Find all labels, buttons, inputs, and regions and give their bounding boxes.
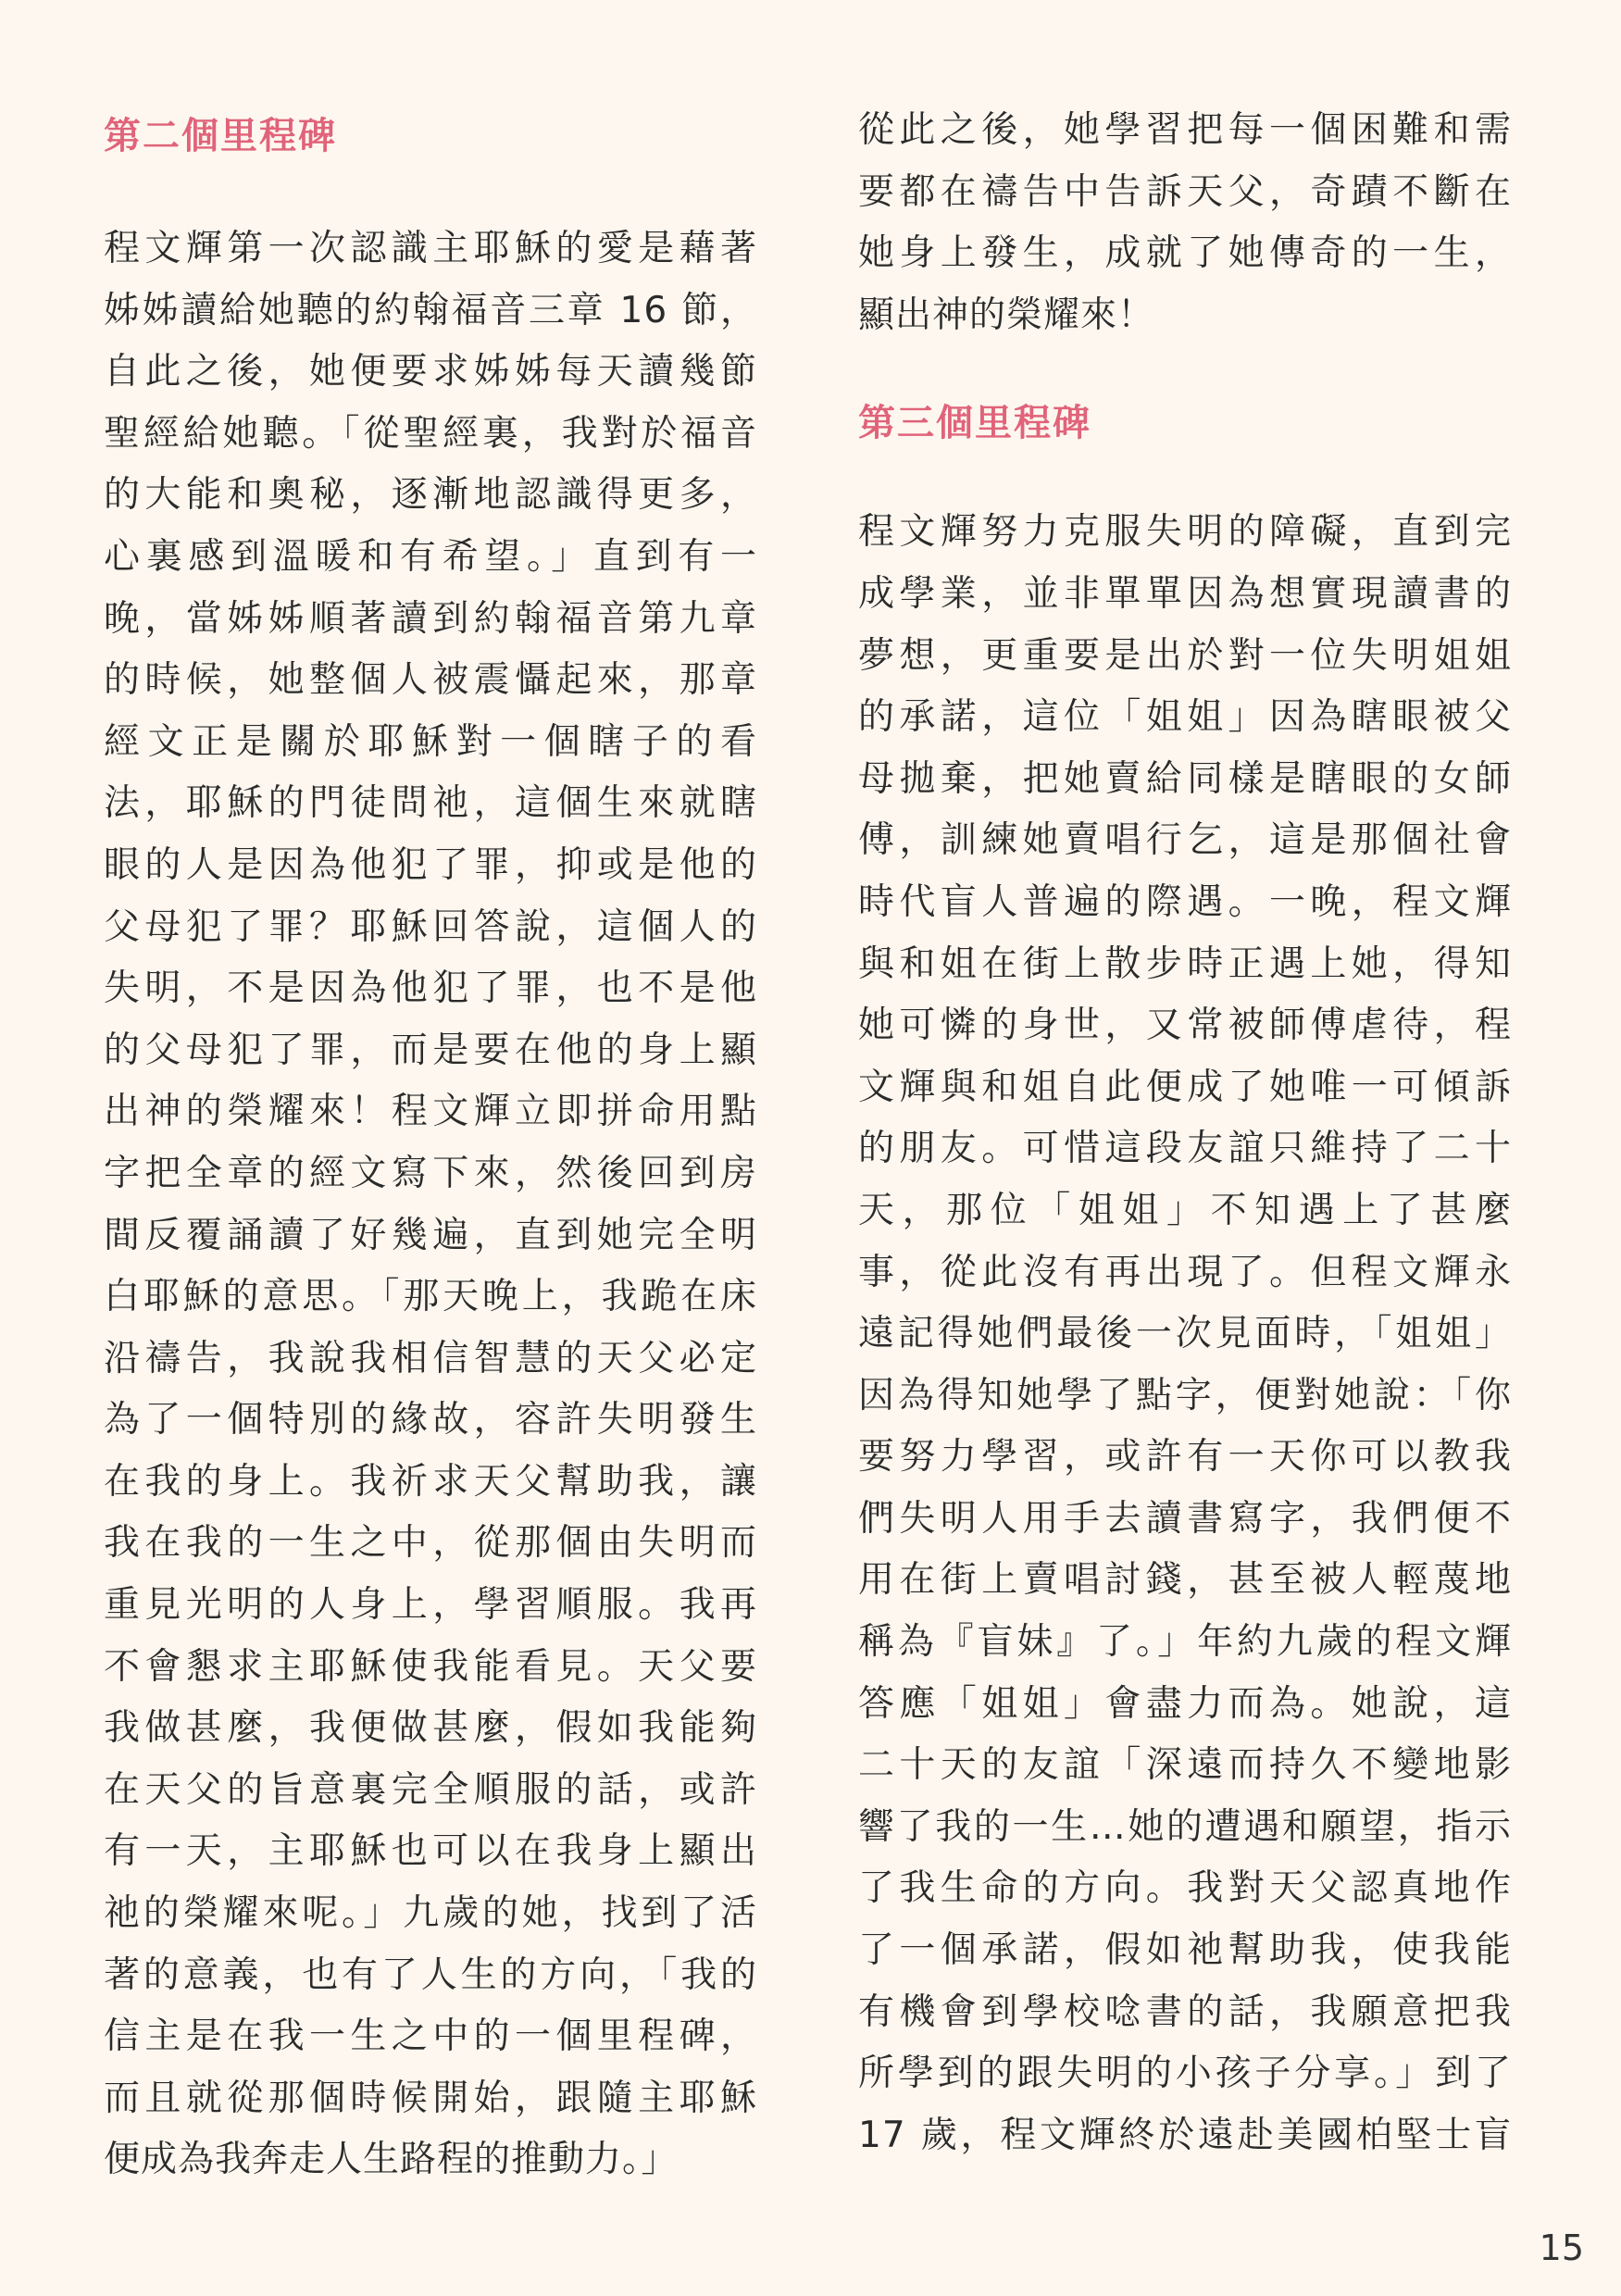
page-number: 15 [1539,2227,1584,2268]
text-line: 失明，不是因為他犯了罪，也不是他 [104,967,757,1010]
text-line: 白耶穌的意思。「那天晚上，我跪在床 [104,1276,757,1318]
text-line: 程文輝努力克服失明的障礙，直到完 [858,511,1512,554]
text-line: 而且就從那個時候開始，跟隨主耶穌 [104,2077,757,2119]
text-line: 間反覆誦讀了好幾遍，直到她完全明 [104,1214,757,1256]
text-line: 字把全章的經文寫下來，然後回到房 [104,1152,757,1194]
text-line: 她身上發生，成就了她傳奇的一生， [858,232,1512,275]
text-line: 有一天，主耶穌也可以在我身上顯出 [104,1830,757,1873]
text-line: 我做甚麼，我便做甚麼，假如我能夠 [104,1707,757,1750]
text-line: 夢想，更重要是出於對一位失明姐姐 [858,634,1512,677]
left-column [104,100,757,2191]
text-line: 程文輝第一次認識主耶穌的愛是藉著 [104,228,757,269]
text-line: 我在我的一生之中，從那個由失明而 [104,1522,757,1565]
left-body [104,218,757,2191]
text-line: 從此之後，她學習把每一個困難和需 [858,109,1512,151]
text-line: 姊姊讀給她聽的約翰福音三章 16 節， [104,289,757,331]
text-line: 為了一個特別的緣故，容許失明發生 [104,1399,757,1441]
text-line: 便成為我奔走人生路程的推動力。」 [104,2139,679,2181]
section-heading-third-milestone: 第三個里程碑 [858,402,1091,445]
text-line: 顯出神的榮耀來！ [858,293,1155,336]
text-line: 經文正是關於耶穌對一個瞎子的看 [104,720,757,763]
text-line: 的大能和奧秘，逐漸地認識得更多， [104,474,757,517]
text-line: 天，那位「姐姐」不知遇上了甚麼 [858,1189,1512,1231]
text-line: 祂的榮耀來呢。」九歲的她，找到了活 [104,1892,757,1935]
text-line: 父母犯了罪？耶穌回答說，這個人的 [104,905,757,948]
text-line: 與和姐在街上散步時正遇上她，得知 [858,942,1512,985]
text-line: 的時候，她整個人被震懾起來，那章 [104,659,757,702]
text-line: 在我的身上。我祈求天父幫助我，讓 [104,1460,757,1503]
text-line: 重見光明的人身上，學習順服。我再 [104,1584,757,1627]
text-line: 著的意義，也有了人生的方向，「我的 [104,1953,757,1996]
text-line: 自此之後，她便要求姊姊每天讀幾節 [104,351,757,393]
text-line: 不會懇求主耶穌使我能看見。天父要 [104,1645,757,1688]
text-line: 事，從此沒有再出現了。但程文輝永 [858,1251,1512,1293]
text-line: 信主是在我一生之中的一個里程碑， [104,2015,757,2058]
text-line: 文輝與和姐自此便成了她唯一可傾訴 [858,1066,1512,1108]
section-heading-second-milestone: 第二個里程碑 [104,115,337,157]
text-line: 了一個承諾，假如祂幫助我，使我能 [858,1929,1512,1972]
text-line: 時代盲人普遍的際遇。一晚，程文輝 [858,880,1512,923]
text-line: 有機會到學校唸書的話，我願意把我 [858,1990,1512,2033]
text-line: 眼的人是因為他犯了罪，抑或是他的 [104,843,757,886]
text-line: 沿禱告，我說我相信智慧的天父必定 [104,1337,757,1379]
text-line: 母拋棄，把她賣給同樣是瞎眼的女師 [858,757,1512,800]
right-column [858,100,1512,2166]
text-line: 法，耶穌的門徒問祂，這個生來就瞎 [104,782,757,825]
text-line: 們失明人用手去讀書寫字，我們便不 [858,1497,1512,1540]
text-line: 遠記得她們最後一次見面時，「姐姐」 [858,1313,1512,1355]
text-line: 心裏感到溫暖和有希望。」直到有一 [104,535,757,578]
text-line: 要都在禱告中告訴天父，奇蹟不斷在 [858,170,1512,213]
text-line: 的朋友。可惜這段友誼只維持了二十 [858,1128,1512,1170]
text-line: 傅，訓練她賣唱行乞，這是那個社會 [858,819,1512,862]
right-body [858,502,1512,2166]
text-line: 晚，當姊姊順著讀到約翰福音第九章 [104,597,757,640]
text-line: 所學到的跟失明的小孩子分享。」到了 [858,2053,1512,2095]
text-line: 的承諾，這位「姐姐」因為瞎眼被父 [858,696,1512,739]
text-line: 成學業，並非單單因為想實現讀書的 [858,572,1512,615]
text-line: 聖經給她聽。「從聖經裏，我對於福音 [104,412,757,455]
text-line: 用在街上賣唱討錢，甚至被人輕蔑地 [858,1559,1512,1602]
text-line: 二十天的友誼「深遠而持久不變地影 [858,1744,1512,1787]
text-line: 稱為『盲妹』了。」年約九歲的程文輝 [858,1621,1512,1664]
text-line: 了我生命的方向。我對天父認真地作 [858,1867,1512,1910]
text-line: 的父母犯了罪，而是要在他的身上顯 [104,1029,757,1071]
text-line: 要努力學習，或許有一天你可以教我 [858,1436,1512,1479]
right-intro [858,100,1512,346]
text-line: 在天父的旨意裏完全順服的話，或許 [104,1768,757,1811]
text-line: 17 歲，程文輝終於遠赴美國柏堅士盲 [858,2114,1512,2156]
text-line: 響了我的一生…她的遭遇和願望，指示 [858,1805,1512,1848]
text-line: 答應「姐姐」會盡力而為。她說，這 [858,1682,1512,1725]
text-line: 因為得知她學了點字，便對她說：「你 [858,1374,1512,1416]
text-line: 她可憐的身世，又常被師傅虐待，程 [858,1004,1512,1047]
text-line: 出神的榮耀來！程文輝立即拼命用點 [104,1091,757,1133]
